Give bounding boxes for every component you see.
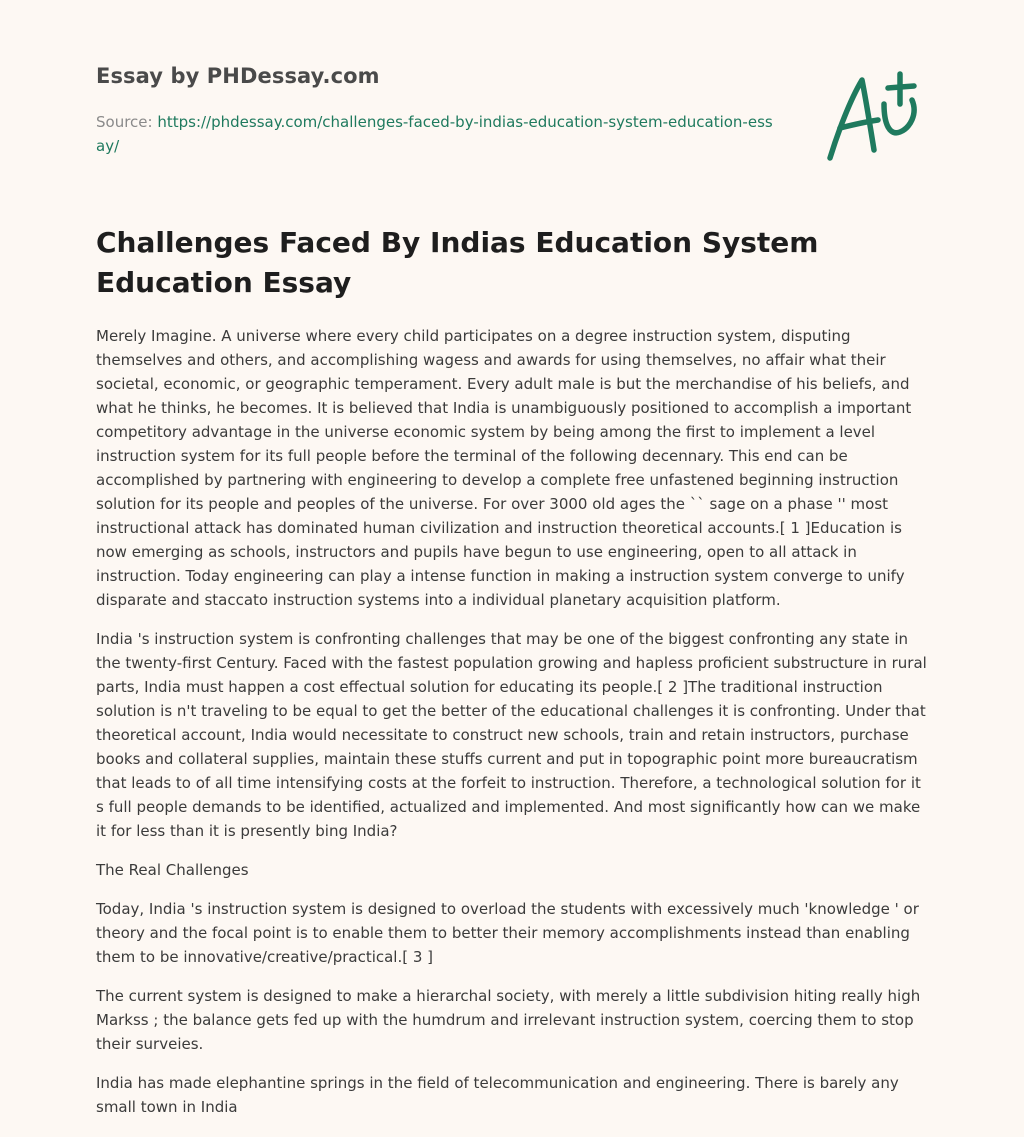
paragraph: India 's instruction system is confronting challenges that may be one of the biggest confronting any state in the twenty-first Century. Faced with the fastest population growing and hapless proficient substructure in rural parts, India must happen a cost effectual solution for educating its people.[ 2 ]The traditional instruction solution is n't traveling to be equal to get the better of the educational challenges it is confronting. Under that theoretical account, India would necessitate to construct new schools, train and retain instructors, purchase books and collateral supplies, maintain these stuffs current and put in topographic point more bureaucratism that leads to of all time intensifying costs at the forfeit to instruction. Therefore, a technological solution for it s full people demands to be identified, actualized and implemented. And most significantly how can we make it for less than it is presently bing India? (96, 630, 927, 840)
paragraph: Merely Imagine. A universe where every child participates on a degree instruction system, disputing themselves and others, and accomplishing wagess and awards for using themselves, no affair what their societal, economic, or geographic temperament. Every adult male is but the merchandise of his beliefs, and what he thinks, he becomes. It is believed that India is unambiguously positioned to accomplish a important competitory advantage in the universe economic system by being among the first to implement a level instruction system for its full people before the terminal of the following decennary. This end can be accomplished by partnering with engineering to develop a complete free unfastened beginning instruction solution for its people and peoples of the universe. For over 3000 old ages the `` sage on a phase '' most instructional attack has dominated human civilization and instruction theoretical accounts.[ 1 ]Education is now emerging as schools, instructors and pupils have begun to use engineering, open to all attack in instruction. Today engineering can play a intense function in making a instruction system converge to unify disparate and staccato instruction systems into a individual planetary acquisition platform. (96, 327, 912, 609)
paragraph: Today, India 's instruction system is designed to overload the students with excessively much 'knowledge ' or theory and the focal point is to enable them to better their memory accomplishments instead than enabling them to be innovative/creative/practical.[ 3 ] (96, 900, 919, 966)
site-brand: Essay by PHDessay.com (96, 64, 380, 88)
essay-title: Challenges Faced By Indias Education System Education Essay (96, 226, 819, 299)
section-heading: The Real Challenges (96, 861, 249, 879)
source-label: Source: (96, 113, 158, 131)
source-link[interactable]: https://phdessay.com/challenges-faced-by-indias-education-system-education-essay/ (96, 113, 773, 155)
essay-body (96, 324, 928, 1134)
source-line (96, 110, 776, 158)
a-plus-logo-icon (826, 70, 926, 166)
paragraph: India has made elephantine springs in the field of telecommunication and engineering. There is barely any small town in India (96, 1074, 899, 1116)
paragraph: The current system is designed to make a hierarchal society, with merely a little subdivision hiting really high Markss ; the balance gets fed up with the humdrum and irrelevant instruction system, coercing them to stop their surveies. (96, 987, 921, 1053)
